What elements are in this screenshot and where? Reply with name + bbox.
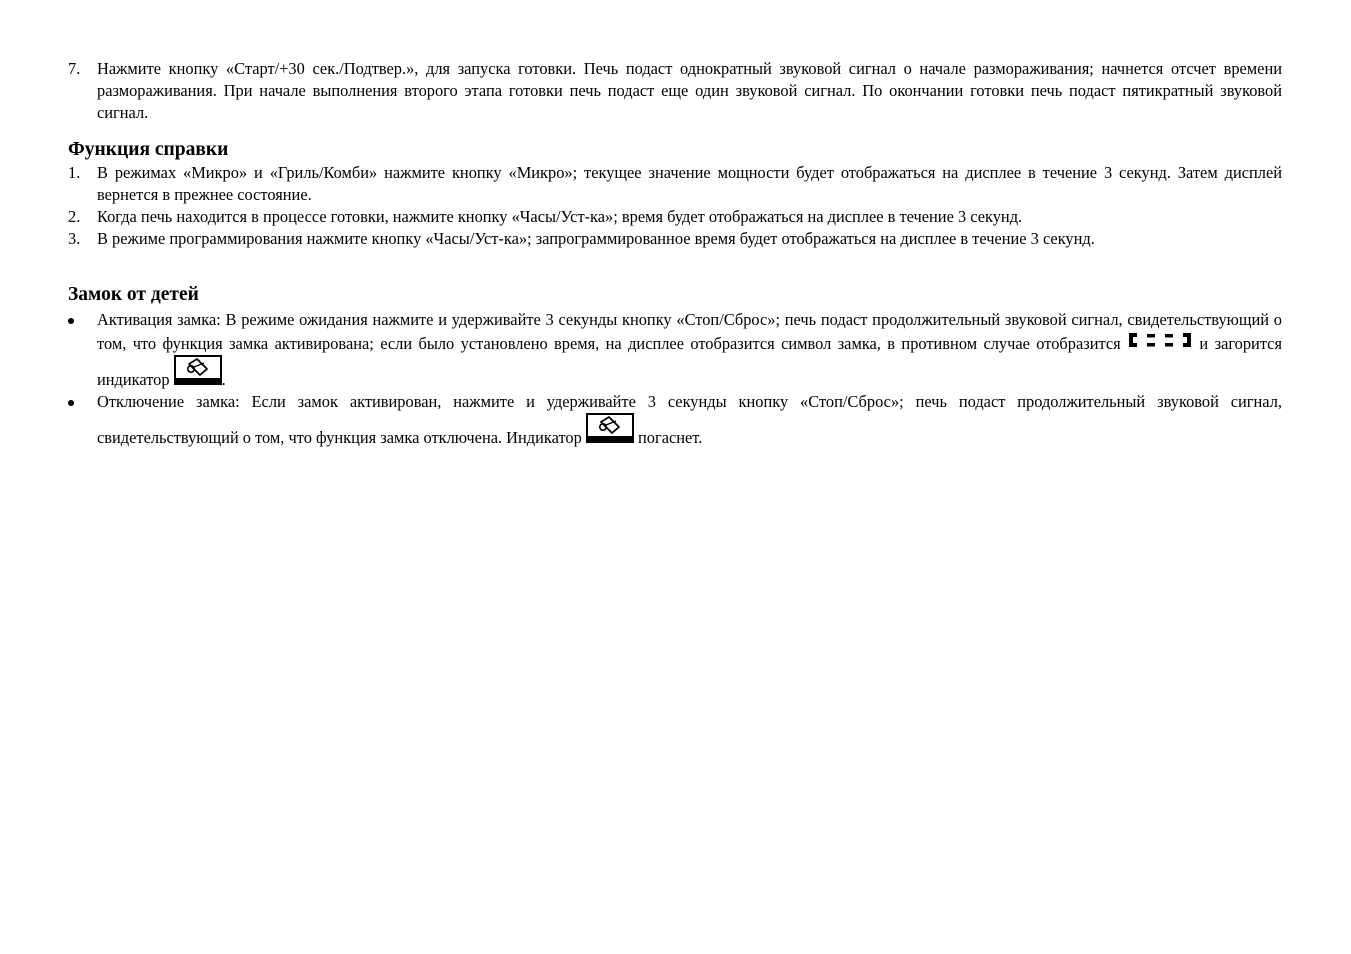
help-item-number: 2.: [68, 207, 81, 226]
document-page: [68, 58, 1282, 449]
lock-bullet-activate: [68, 309, 1282, 391]
child-lock-indicator-icon: [586, 413, 634, 443]
lock-bullet-deactivate: [68, 391, 1282, 449]
lock-section-title: Замок от детей: [68, 284, 199, 305]
lock-activate-text-after: .: [221, 370, 226, 389]
lock-activate-text-middle: и загорится индикатор: [97, 334, 1282, 389]
lock-deactivate-text-before: Отключение замка: Если замок активирован, нажмите и удерживайте 3 секунды кнопку «Стоп/Сброс»; печь подаст продолжительный звуковой сигнал, свидетельствующий о том, что функция замка отключена. Индикатор: [97, 392, 1282, 447]
help-item-text: Когда печь находится в процессе готовки, нажмите кнопку «Часы/Уст-ка»; время будет отображаться на дисплее в течение 3 секунд.: [97, 207, 1023, 226]
lock-activate-text-before: Активация замка: В режиме ожидания нажмите и удерживайте 3 секунды кнопку «Стоп/Сброс»; печь подаст продолжительный звуковой сигнал, свидетельствующий о том, что функция замка активирована; если было установлено время, на дисплее отобразится символ замка, в противном случае отобразится: [97, 310, 1282, 353]
bullet-icon: [68, 400, 74, 406]
step-text: Нажмите кнопку «Старт/+30 сек./Подтвер.», для запуска готовки. Печь подаст однократный звуковой сигнал о начале размораживания; начнется отсчет времени размораживания. При начале выполнения второго этапа готовки печь подаст еще один звуковой сигнал. По окончании готовки печь подаст пятикратный звуковой сигнал.: [97, 59, 1282, 122]
step-7: [68, 58, 1282, 124]
help-item-2: [68, 206, 1282, 228]
help-item-text: В режиме программирования нажмите кнопку «Часы/Уст-ка»; запрограммированное время будет отображаться на дисплее в течение 3 секунд.: [97, 229, 1095, 248]
lock-display-symbol-icon: [1127, 331, 1193, 349]
help-item-3: [68, 228, 1282, 250]
help-item-number: 3.: [68, 229, 81, 248]
help-section-title: Функция справки: [68, 139, 229, 160]
lock-deactivate-text-after: погаснет.: [633, 428, 703, 447]
help-item-number: 1.: [68, 163, 81, 182]
help-item-text: В режимах «Микро» и «Гриль/Комби» нажмите кнопку «Микро»; текущее значение мощности будет отображаться на дисплее в течение 3 секунд. Затем дисплей вернется в прежнее состояние.: [97, 163, 1282, 204]
child-lock-indicator-icon: [174, 355, 222, 385]
bullet-icon: [68, 318, 74, 324]
help-item-1: [68, 162, 1282, 206]
step-number: 7.: [68, 59, 81, 78]
